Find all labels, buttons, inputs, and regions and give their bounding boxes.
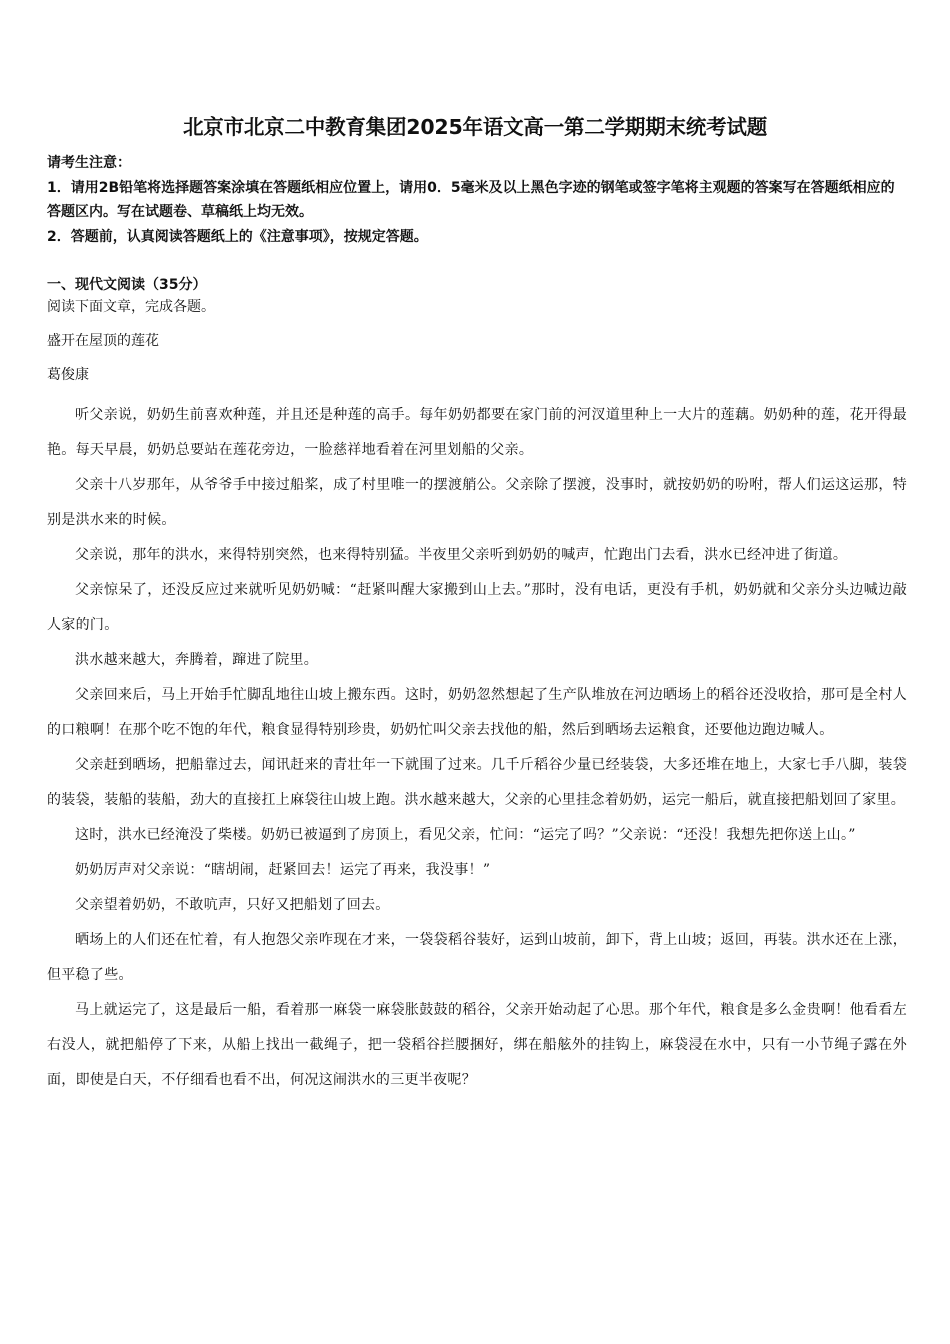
article-paragraph: 马上就运完了，这是最后一船，看着那一麻袋一麻袋胀鼓鼓的稻谷，父亲开始动起了心思。那个年代，粮食是多么金贵啊！他看看左右没人，就把船停了下来，从船上找出一截绳子，把一袋稻谷拦腰捆好，绑在船舷外的挂钩上，麻袋浸在水中，只有一小节绳子露在外面，即使是白天，不仔细看也看不出，何况这闹洪水的三更半夜呢？ [47, 1002, 907, 1088]
article-paragraph: 这时，洪水已经淹没了柴楼。奶奶已被逼到了房顶上，看见父亲，忙问：“运完了吗？”父亲说：“还没！我想先把你送上山。” [75, 827, 856, 843]
notice-item: 2．答题前，认真阅读答题纸上的《注意事项》，按规定答题。 [47, 228, 428, 245]
article-paragraph: 父亲说，那年的洪水，来得特别突然，也来得特别猛。半夜里父亲听到奶奶的喊声，忙跑出门去看，洪水已经冲进了街道。 [75, 547, 848, 563]
article-title: 盛开在屋顶的莲花 [47, 333, 159, 349]
exam-notice [47, 151, 907, 249]
article-author: 葛俊康 [47, 367, 89, 383]
reading-section [47, 274, 907, 386]
article-paragraph: 晒场上的人们还在忙着，有人抱怨父亲咋现在才来，一袋袋稻谷装好，运到山坡前，卸下，背上山坡；返回，再装。洪水还在上涨，但平稳了些。 [47, 932, 907, 983]
article-paragraph: 奶奶厉声对父亲说：“瞎胡闹，赶紧回去！运完了再来，我没事！” [75, 862, 491, 878]
article-paragraph: 父亲望着奶奶，不敢吭声，只好又把船划了回去。 [75, 897, 390, 913]
article-paragraph: 父亲十八岁那年，从爷爷手中接过船桨，成了村里唯一的摆渡艄公。父亲除了摆渡，没事时，就按奶奶的吩咐，帮人们运这运那，特别是洪水来的时候。 [47, 477, 907, 528]
article-paragraph: 父亲赶到晒场，把船靠过去，闻讯赶来的青壮年一下就围了过来。几千斤稻谷少量已经装袋，大多还堆在地上，大家七手八脚，装袋的装袋，装船的装船，劲大的直接扛上麻袋往山坡上跑。洪水越来越大，父亲的心里挂念着奶奶，运完一船后，就直接把船划回了家里。 [47, 757, 907, 808]
article-paragraph: 洪水越来越大，奔腾着，蹿进了院里。 [75, 652, 319, 668]
page-title: 北京市北京二中教育集团2025年语文高一第二学期期末统考试题 [182, 115, 768, 139]
article-paragraph: 听父亲说，奶奶生前喜欢种莲，并且还是种莲的高手。每年奶奶都要在家门前的河汊道里种上一大片的莲藕。奶奶种的莲，花开得最艳。每天早晨，奶奶总要站在莲花旁边，一脸慈祥地看着在河里划船的父亲。 [47, 407, 907, 458]
section-instruction: 阅读下面文章，完成各题。 [47, 299, 215, 315]
notice-heading: 请考生注意： [47, 155, 131, 171]
article-body [47, 398, 907, 1098]
article-paragraph: 父亲惊呆了，还没反应过来就听见奶奶喊：“赶紧叫醒大家搬到山上去。”那时，没有电话，更没有手机，奶奶就和父亲分头边喊边敲人家的门。 [47, 582, 907, 633]
notice-item: 1．请用2B铅笔将选择题答案涂填在答题纸相应位置上，请用0．5毫米及以上黑色字迹的钢笔或签字笔将主观题的答案写在答题纸相应的答题区内。写在试题卷、草稿纸上均无效。 [47, 179, 895, 220]
section-heading: 一、现代文阅读（35分） [47, 277, 207, 293]
article-paragraph: 父亲回来后，马上开始手忙脚乱地往山坡上搬东西。这时，奶奶忽然想起了生产队堆放在河边晒场上的稻谷还没收拾，那可是全村人的口粮啊！在那个吃不饱的年代，粮食显得特别珍贵，奶奶忙叫父亲去找他的船，然后到晒场去运粮食，还要他边跑边喊人。 [47, 687, 907, 738]
